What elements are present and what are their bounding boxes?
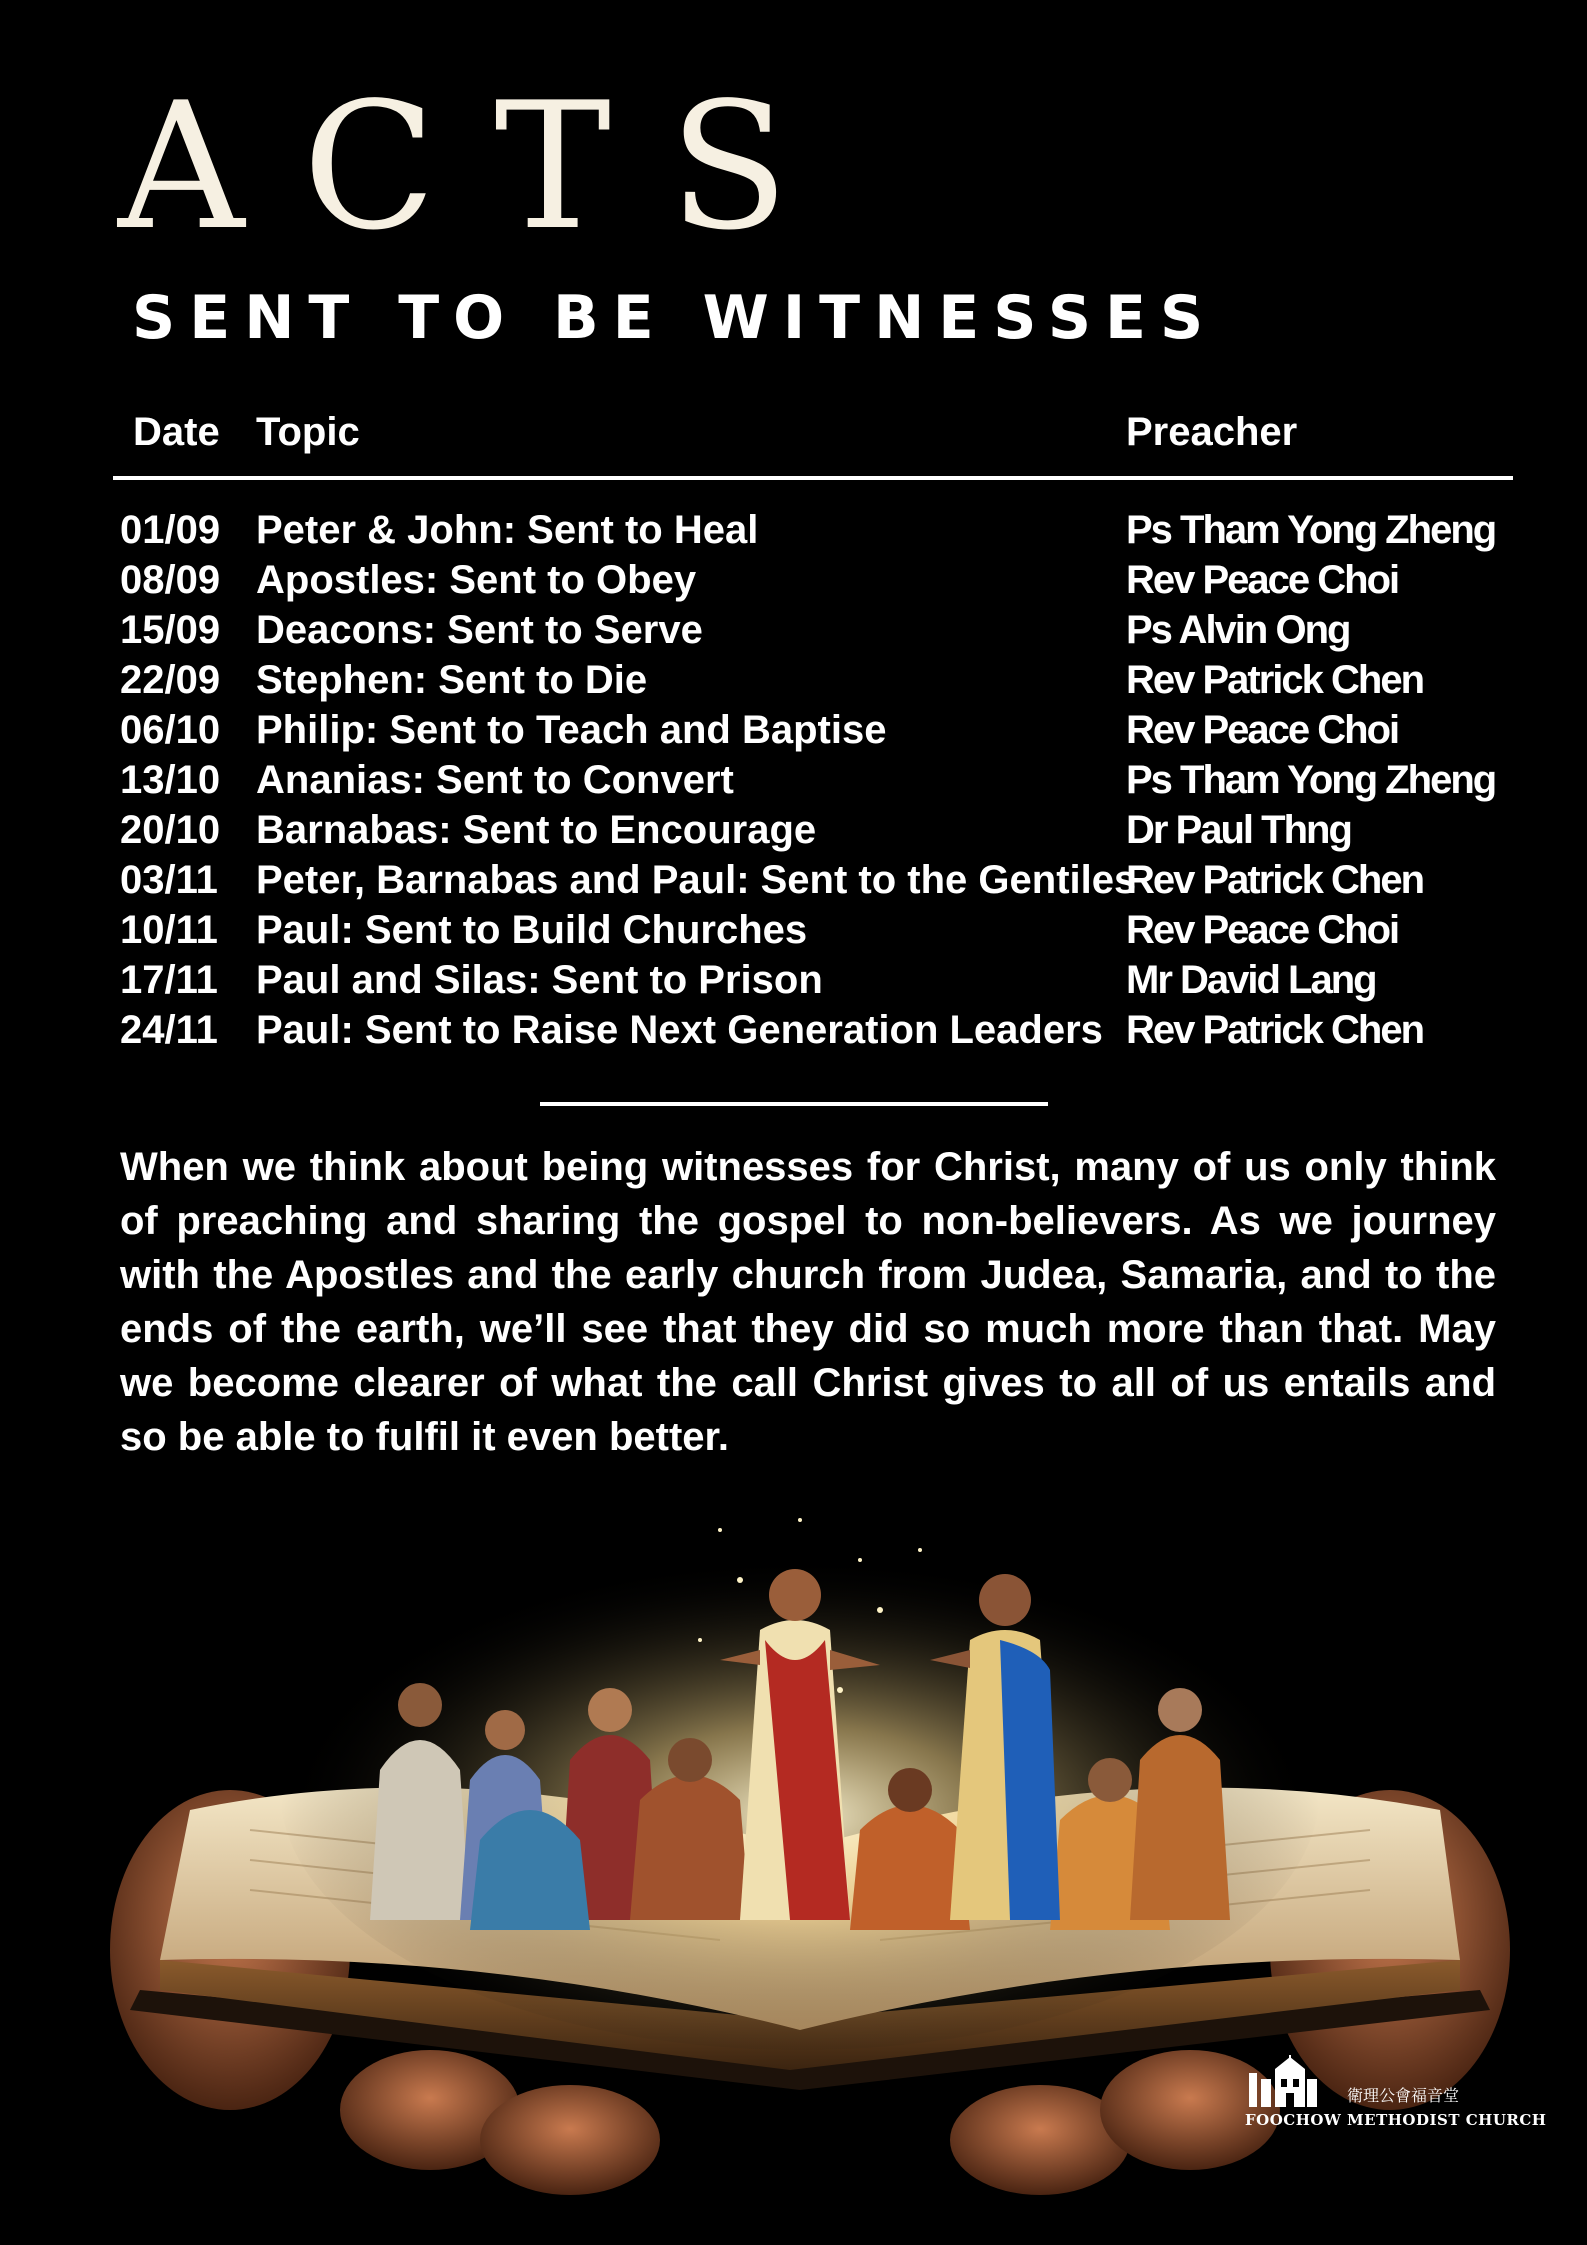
table-header: [113, 410, 1513, 480]
row-topic: Philip: Sent to Teach and Baptise: [256, 708, 887, 752]
logo-name: FOOCHOW METHODIST CHURCH: [1245, 2111, 1547, 2129]
poster-subtitle: SENT TO BE WITNESSES: [132, 283, 1218, 353]
row-topic: Barnabas: Sent to Encourage: [256, 808, 817, 852]
table-row: [120, 605, 1520, 655]
row-date: 01/09: [120, 508, 221, 552]
row-preacher: Rev Patrick Chen: [1126, 1008, 1424, 1052]
header-preacher: Preacher: [1126, 410, 1298, 454]
table-row: [120, 1005, 1520, 1055]
row-preacher: Rev Peace Choi: [1126, 908, 1399, 952]
divider: [540, 1102, 1048, 1106]
row-preacher: Rev Patrick Chen: [1126, 658, 1424, 702]
table-row: [120, 855, 1520, 905]
row-preacher: Rev Patrick Chen: [1126, 858, 1424, 902]
row-preacher: Ps Alvin Ong: [1126, 608, 1350, 652]
row-date: 22/09: [120, 658, 221, 702]
table-row: [120, 805, 1520, 855]
row-date: 24/11: [120, 1008, 218, 1052]
row-date: 08/09: [120, 558, 221, 602]
table-row: [120, 505, 1520, 555]
row-date: 13/10: [120, 758, 221, 802]
row-preacher: Dr Paul Thng: [1126, 808, 1351, 852]
row-date: 03/11: [120, 858, 218, 902]
row-topic: Peter, Barnabas and Paul: Sent to the Gentiles: [256, 858, 1137, 902]
row-topic: Ananias: Sent to Convert: [256, 758, 734, 802]
row-preacher: Ps Tham Yong Zheng: [1126, 758, 1496, 802]
row-date: 10/11: [120, 908, 218, 952]
church-logo: [1245, 2055, 1547, 2135]
table-row: [120, 555, 1520, 605]
row-topic: Paul: Sent to Raise Next Generation Leaders: [256, 1008, 1103, 1052]
row-topic: Peter & John: Sent to Heal: [256, 508, 759, 552]
row-date: 20/10: [120, 808, 221, 852]
table-row: [120, 755, 1520, 805]
header-date: Date: [133, 410, 220, 454]
row-date: 15/09: [120, 608, 221, 652]
schedule-table: [120, 505, 1520, 1055]
row-preacher: Rev Peace Choi: [1126, 708, 1399, 752]
row-topic: Stephen: Sent to Die: [256, 658, 648, 702]
row-date: 17/11: [120, 958, 218, 1002]
table-row: [120, 655, 1520, 705]
row-date: 06/10: [120, 708, 221, 752]
poster-title: ACTS: [118, 66, 847, 269]
row-preacher: Rev Peace Choi: [1126, 558, 1399, 602]
row-topic: Paul: Sent to Build Churches: [256, 908, 808, 952]
row-preacher: Ps Tham Yong Zheng: [1126, 508, 1496, 552]
logo-chinese-text: 衛理公會福音堂: [1347, 2086, 1460, 2105]
table-row: [120, 955, 1520, 1005]
table-row: [120, 905, 1520, 955]
row-preacher: Mr David Lang: [1126, 958, 1376, 1002]
description-paragraph: When we think about being witnesses for Christ, many of us only think of preaching and sharing the gospel to non-believers. As we journey with the Apostles and the early church from Judea, Samaria, and to the ends of the earth, we’ll see that they did so much more than that. May we become clearer of what the call Christ gives to all of us entails and so be able to fulfil it even better.: [120, 1145, 1496, 1459]
church-building-icon: [1245, 2055, 1345, 2113]
row-topic: Deacons: Sent to Serve: [256, 608, 703, 652]
row-topic: Paul and Silas: Sent to Prison: [256, 958, 823, 1002]
row-topic: Apostles: Sent to Obey: [256, 558, 697, 602]
table-row: [120, 705, 1520, 755]
header-topic: Topic: [256, 410, 360, 454]
